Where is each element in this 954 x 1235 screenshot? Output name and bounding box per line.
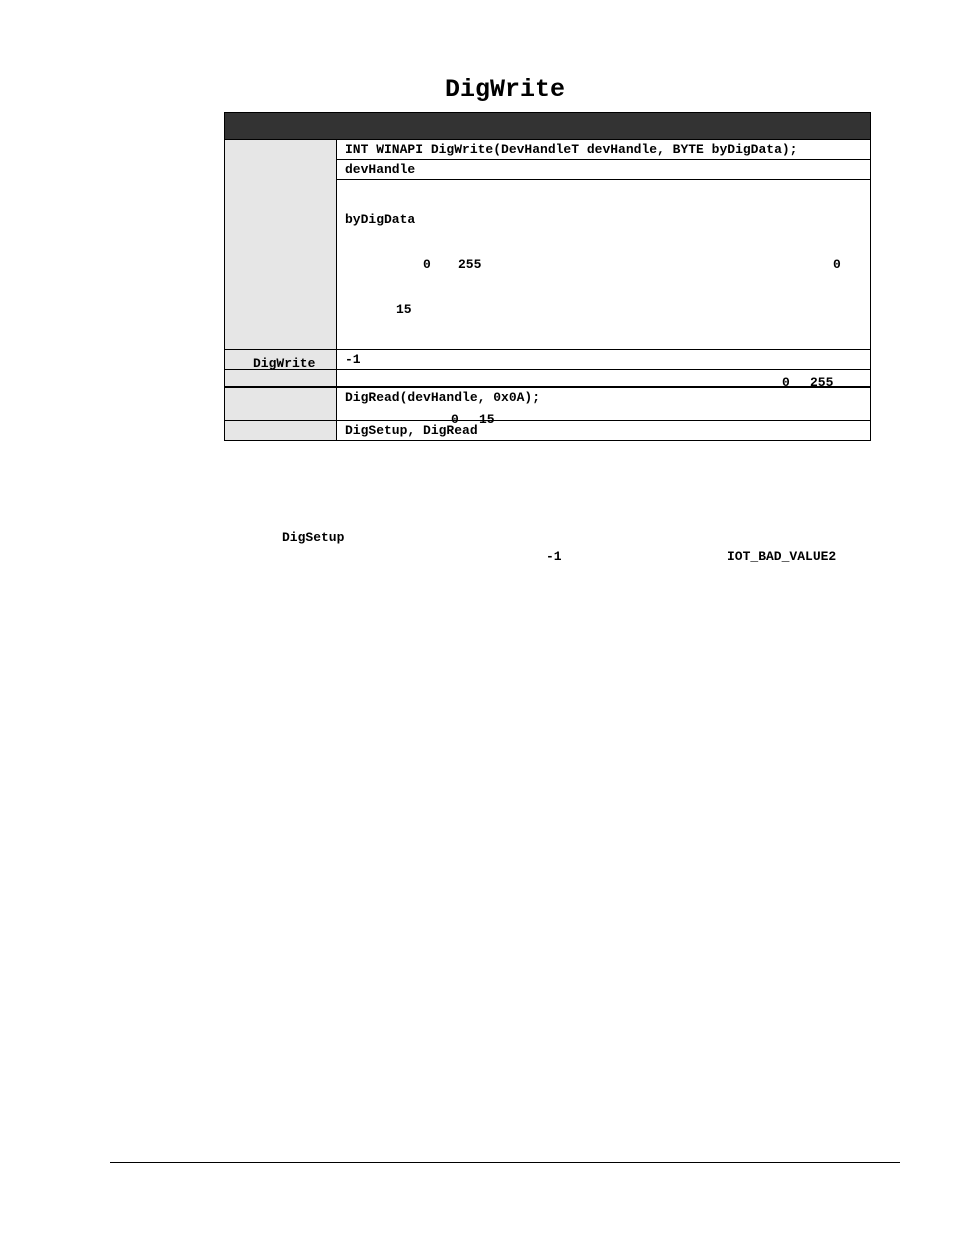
- param-bydigdata-cell: [337, 180, 871, 350]
- table-row: [225, 140, 871, 160]
- table-row: [225, 370, 871, 388]
- row-label-cell: [225, 370, 337, 388]
- remarks-cell: [337, 370, 871, 388]
- row-label-cell: [225, 387, 337, 421]
- table-row: [225, 350, 871, 370]
- param2-range-a-min: 0: [423, 257, 431, 272]
- row-label-cell: [225, 140, 337, 350]
- footer-rule: [110, 1162, 900, 1163]
- row-label-cell: [225, 421, 337, 441]
- return-value-cell: -1: [337, 350, 871, 370]
- description-range-b-min: 0: [451, 412, 459, 427]
- param2-name: byDigData: [345, 212, 416, 227]
- param-devhandle-cell: devHandle: [337, 160, 871, 180]
- description-error-code: IOT_BAD_VALUE2: [727, 549, 837, 564]
- page-title: DigWrite: [444, 75, 566, 104]
- table-header-bar: [225, 113, 871, 140]
- param2-range-a-max: 255: [458, 257, 482, 272]
- description-return-value: -1: [546, 549, 562, 564]
- description-setup-function: DigSetup: [282, 530, 345, 545]
- description-range-a-max: 255: [810, 375, 834, 390]
- param2-range-b-min: 0: [833, 257, 841, 272]
- table-header-row: [225, 113, 871, 140]
- function-reference-table: [224, 112, 871, 441]
- description-range-b-max: 15: [479, 412, 495, 427]
- description-function-name: DigWrite: [253, 356, 316, 371]
- param2-range-b-max: 15: [396, 302, 412, 317]
- prototype-cell: INT WINAPI DigWrite(DevHandleT devHandle, BYTE byDigData);: [337, 140, 871, 160]
- table-row: [225, 421, 871, 441]
- table-row: [225, 387, 871, 421]
- example-cell: DigRead(devHandle, 0x0A);: [337, 387, 871, 421]
- see-also-cell: DigSetup, DigRead: [337, 421, 871, 441]
- description-range-a-min: 0: [782, 375, 790, 390]
